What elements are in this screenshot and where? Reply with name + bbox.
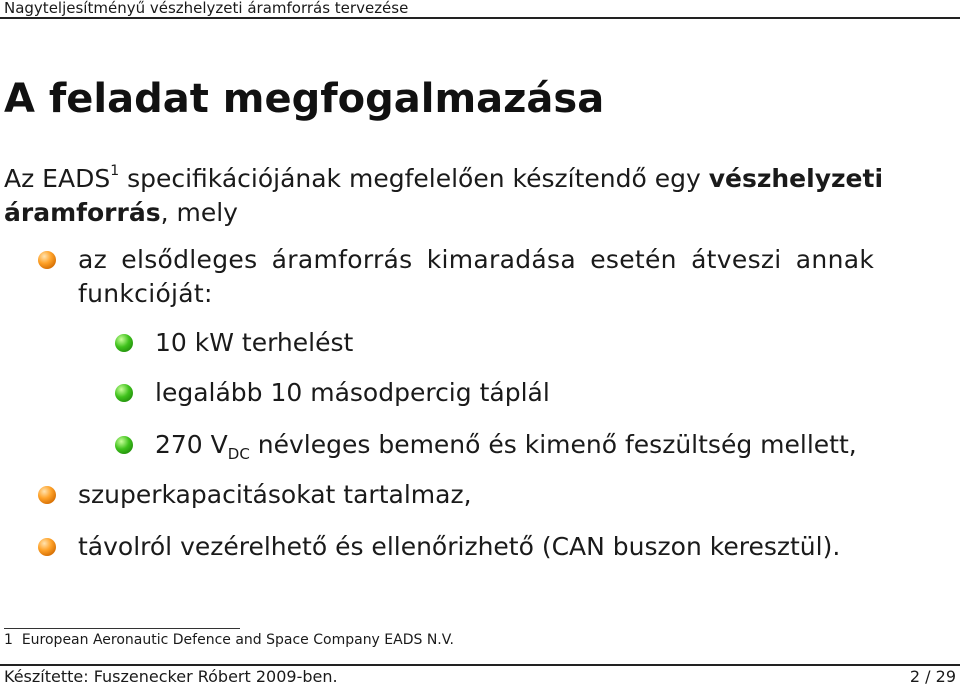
bullet-item-remote-control — [78, 530, 958, 564]
intro-emphasis: vészhelyzeti áramforrás — [4, 164, 884, 227]
header-divider — [0, 17, 960, 19]
bullet-text: az elsődleges áramforrás kimaradása esetén átveszi annak funkcióját: — [78, 245, 875, 308]
bullet-text — [155, 428, 955, 462]
sub-bullet-item-voltage — [155, 428, 955, 462]
slide-title: A feladat megfogalmazása — [4, 76, 605, 122]
sub-bullet-item-duration — [155, 376, 955, 410]
sub-bullet-item-load — [155, 326, 955, 360]
intro-text-1: Az EADS — [4, 164, 111, 193]
voltage-text: névleges bemenő és kimenő feszültség mellett, — [249, 430, 857, 459]
footer-author: Készítette: Fuszenecker Róbert 2009-ben. — [4, 667, 338, 686]
slide-header — [0, 0, 960, 20]
bullet-text: távolról vezérelhető és ellenőrizhető (CAN buszon keresztül). — [78, 532, 841, 561]
orange-bullet-icon — [38, 538, 56, 556]
voltage-subscript: DC — [227, 445, 250, 463]
footer-divider — [0, 664, 960, 666]
orange-bullet-icon — [38, 251, 56, 269]
footnote-text: European Aeronautic Defence and Space Company EADS N.V. — [21, 632, 454, 648]
intro-paragraph — [4, 162, 954, 230]
footnote — [4, 632, 454, 648]
footnote-reference: 1 — [110, 163, 120, 179]
voltage-value: 270 V — [155, 430, 228, 459]
bullet-text: szuperkapacitásokat tartalmaz, — [78, 480, 472, 509]
intro-text-2: specifikációjának megfelelően készítendő egy — [119, 164, 709, 193]
green-bullet-icon — [115, 334, 133, 352]
presentation-title: Nagyteljesítményű vészhelyzeti áramforrás tervezése — [4, 0, 409, 17]
bullet-item-primary-failover — [78, 243, 958, 311]
bullet-text: legalább 10 másodpercig táplál — [155, 378, 550, 407]
bullet-item-supercapacitors — [78, 478, 958, 512]
intro-text-3: , mely — [160, 198, 238, 227]
footnote-divider — [4, 628, 240, 629]
orange-bullet-icon — [38, 486, 56, 504]
bullet-text: 10 kW terhelést — [155, 328, 354, 357]
green-bullet-icon — [115, 384, 133, 402]
green-bullet-icon — [115, 436, 133, 454]
footnote-number: 1 — [4, 632, 13, 648]
page-number: 2 / 29 — [909, 667, 956, 686]
